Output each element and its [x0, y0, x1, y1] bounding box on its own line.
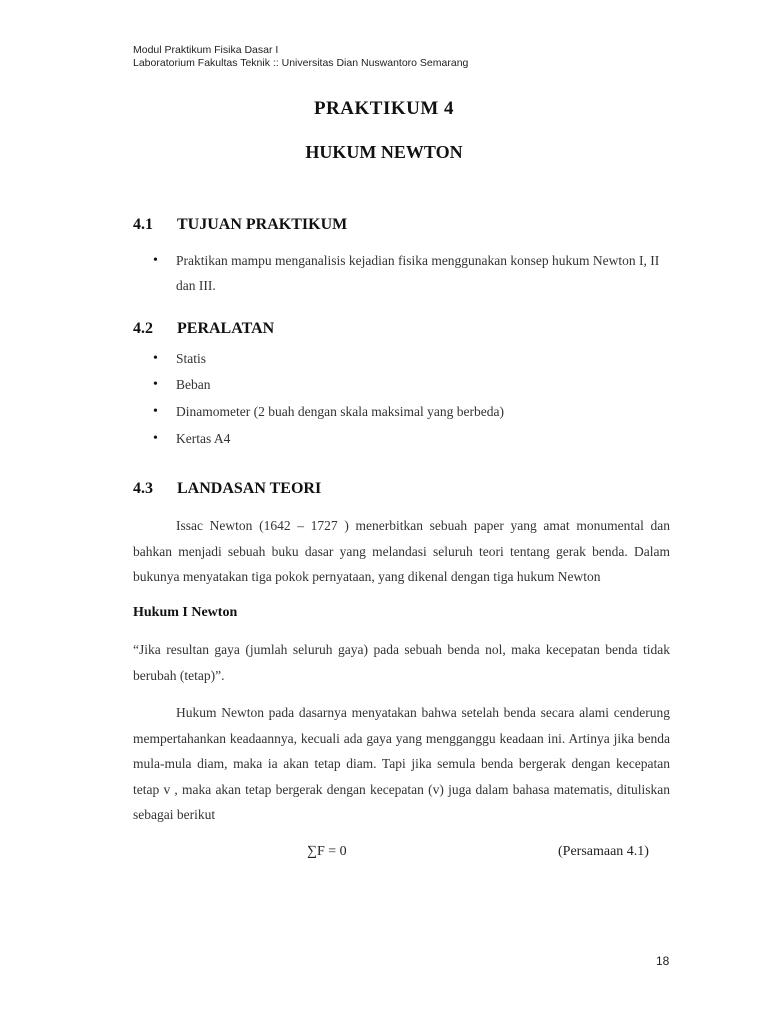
intro-text: Issac Newton (1642 – 1727 ) menerbitkan sebuah paper yang amat monumental dan bahkan menjadi sebuah buku dasar yang melandasi seluruh teori tentang gerak benda. Dalam bukunya menyatakan tiga pokok pernyataan, yang dikenal dengan tiga hukum Newton: [133, 518, 670, 584]
section-heading-4-1: [133, 216, 347, 234]
chapter-title: PRAKTIKUM 4: [313, 98, 455, 119]
section-title: LANDASAN TEORI: [177, 480, 322, 497]
section-number: 4.2: [133, 320, 153, 337]
list-item-text: • Kertas A4: [176, 431, 231, 446]
section-title: PERALATAN: [177, 320, 275, 337]
list-item-text: • Beban: [176, 377, 211, 392]
equation-label: (Persamaan 4.1): [558, 844, 649, 859]
section-title: TUJUAN PRAKTIKUM: [177, 216, 348, 233]
running-header-line1: Modul Praktikum Fisika Dasar I: [133, 44, 279, 56]
explanation-text: Hukum Newton pada dasarnya menyatakan bahwa setelah benda secara alami cenderung mempertahankan keadaannya, kecuali ada gaya yang mengganggu keadaan ini. Artinya jika benda mula-mula diam, maka ia akan tetap diam. Tapi jika semula benda bergerak dengan kecepatan tetap v , maka akan tetap bergerak dengan kecepatan (v) juga dalam bahasa matematis, dituliskan sebagai berikut: [133, 705, 670, 822]
list-item: [153, 377, 211, 393]
page-number: 18: [656, 954, 670, 968]
list-item: [153, 351, 206, 367]
subheading-hukum-1: Hukum I Newton: [133, 605, 238, 620]
list-item: [153, 248, 670, 298]
explanation-paragraph: [133, 700, 670, 828]
list-item-text: • Praktikan mampu menganalisis kejadian fisika menggunakan konsep hukum Newton I, II dan III.: [176, 253, 660, 293]
section-number: 4.1: [133, 216, 153, 233]
law-quote: “Jika resultan gaya (jumlah seluruh gaya) pada sebuah benda nol, maka kecepatan benda tidak berubah (tetap)”.: [133, 642, 670, 683]
list-item-text: • Statis: [176, 351, 207, 366]
equation-formula: ∑F = 0: [307, 844, 347, 859]
list-item: [153, 431, 230, 447]
section-heading-4-2: [133, 320, 274, 338]
section-number: 4.3: [133, 480, 153, 497]
section-heading-4-3: [133, 480, 321, 498]
topic-title: HUKUM NEWTON: [305, 142, 463, 162]
list-item: [153, 404, 504, 420]
intro-paragraph: [133, 513, 670, 590]
list-item-text: • Dinamometer (2 buah dengan skala maksimal yang berbeda): [176, 404, 505, 419]
running-header-line2: Laboratorium Fakultas Teknik :: Universitas Dian Nuswantoro Semarang: [133, 57, 469, 69]
